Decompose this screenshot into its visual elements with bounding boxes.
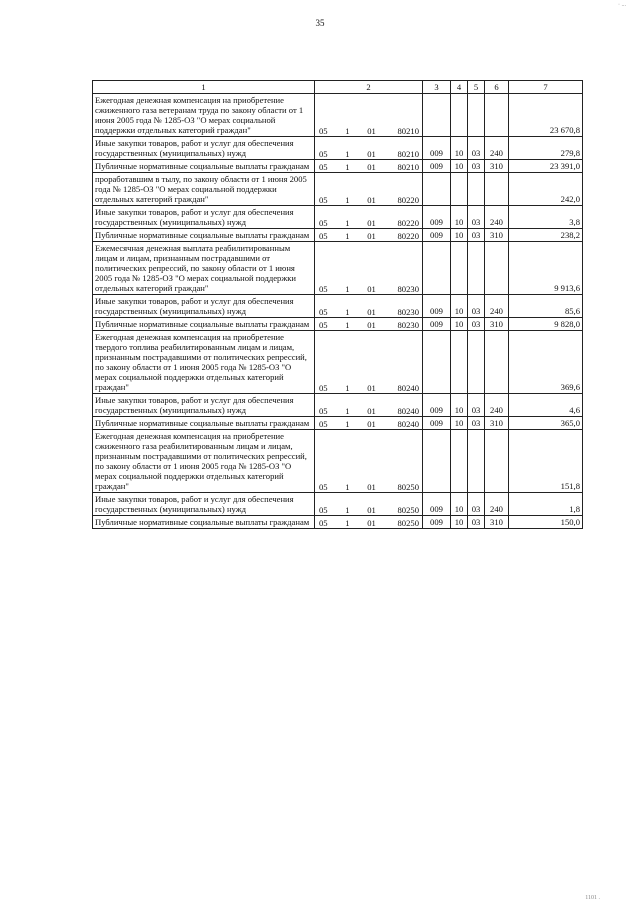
header-col-6: 6 (485, 81, 509, 94)
target-code-group (315, 419, 422, 429)
target-code-part: 01 (367, 383, 376, 393)
section-code-cell: 10 (451, 229, 468, 242)
target-code-part: 05 (319, 162, 328, 172)
expense-type-cell: 240 (485, 137, 509, 160)
subsection-code-cell: 03 (468, 137, 485, 160)
expense-type-cell (485, 242, 509, 295)
section-code-cell: 10 (451, 137, 468, 160)
header-col-2: 2 (315, 81, 423, 94)
table-row (93, 331, 583, 394)
target-code-group (315, 126, 422, 136)
subsection-code-cell: 03 (468, 295, 485, 318)
amount-cell: 365,0 (509, 417, 583, 430)
target-code-part: 05 (319, 126, 328, 136)
table-row (93, 394, 583, 417)
table-row (93, 206, 583, 229)
section-code-cell: 10 (451, 516, 468, 529)
row-name-cell: Публичные нормативные социальные выплаты гражданам (93, 417, 315, 430)
target-code-part: 01 (367, 149, 376, 159)
target-code-part: 80240 (397, 419, 419, 429)
corner-mark-top: · ... (618, 2, 626, 8)
subsection-code-cell: 03 (468, 493, 485, 516)
target-code-group (315, 284, 422, 294)
department-code-cell (423, 242, 451, 295)
row-name-cell: Иные закупки товаров, работ и услуг для обеспечения государственных (муниципальных) нужд (93, 394, 315, 417)
table-row (93, 516, 583, 529)
target-code-part: 01 (367, 406, 376, 416)
target-code-part: 05 (319, 518, 328, 528)
expense-type-cell: 310 (485, 516, 509, 529)
expense-type-cell (485, 173, 509, 206)
section-code-cell (451, 331, 468, 394)
target-code-cell (315, 295, 423, 318)
table-row (93, 229, 583, 242)
department-code-cell: 009 (423, 137, 451, 160)
target-code-part: 80220 (397, 231, 419, 241)
header-col-4: 4 (451, 81, 468, 94)
row-name-cell: Публичные нормативные социальные выплаты гражданам (93, 516, 315, 529)
header-col-5: 5 (468, 81, 485, 94)
target-code-group (315, 383, 422, 393)
row-name-cell: Иные закупки товаров, работ и услуг для обеспечения государственных (муниципальных) нужд (93, 493, 315, 516)
table-header-row (93, 81, 583, 94)
department-code-cell (423, 430, 451, 493)
target-code-part: 01 (367, 162, 376, 172)
target-code-cell (315, 417, 423, 430)
target-code-cell (315, 242, 423, 295)
target-code-part: 1 (345, 126, 350, 136)
table-row (93, 137, 583, 160)
target-code-cell (315, 318, 423, 331)
target-code-part: 1 (345, 284, 350, 294)
table-row (93, 94, 583, 137)
target-code-part: 05 (319, 149, 328, 159)
section-code-cell (451, 430, 468, 493)
target-code-part: 80240 (397, 383, 419, 393)
target-code-part: 01 (367, 218, 376, 228)
target-code-part: 80210 (397, 126, 419, 136)
target-code-group (315, 195, 422, 205)
target-code-part: 05 (319, 406, 328, 416)
target-code-cell (315, 493, 423, 516)
target-code-part: 1 (345, 320, 350, 330)
target-code-part: 80230 (397, 307, 419, 317)
target-code-cell (315, 394, 423, 417)
row-name-cell: Ежемесячная денежная выплата реабилитированным лицам и лицам, признанным пострадавшими от политических репрессий, по закону области от 1 июня 2005 года № 1285-ОЗ "О мерах социальной поддержки отдельных категорий граждан" (93, 242, 315, 295)
target-code-cell (315, 173, 423, 206)
target-code-part: 1 (345, 482, 350, 492)
target-code-cell (315, 516, 423, 529)
section-code-cell: 10 (451, 394, 468, 417)
subsection-code-cell: 03 (468, 160, 485, 173)
target-code-part: 1 (345, 518, 350, 528)
section-code-cell: 10 (451, 318, 468, 331)
department-code-cell: 009 (423, 295, 451, 318)
header-col-3: 3 (423, 81, 451, 94)
section-code-cell: 10 (451, 206, 468, 229)
target-code-cell (315, 206, 423, 229)
department-code-cell: 009 (423, 493, 451, 516)
header-col-7: 7 (509, 81, 583, 94)
amount-cell: 85,6 (509, 295, 583, 318)
target-code-part: 80220 (397, 218, 419, 228)
table-row (93, 242, 583, 295)
expense-type-cell: 310 (485, 229, 509, 242)
target-code-part: 80250 (397, 482, 419, 492)
amount-cell: 369,6 (509, 331, 583, 394)
table-row (93, 318, 583, 331)
section-code-cell: 10 (451, 417, 468, 430)
department-code-cell (423, 331, 451, 394)
target-code-part: 80220 (397, 195, 419, 205)
department-code-cell: 009 (423, 229, 451, 242)
row-name-cell: Ежегодная денежная компенсация на приобретение сжиженного газа реабилитированным лицам и лицам, признанным пострадавшими от политических репрессий, по закону области от 1 июня 2005 года № 1285-ОЗ "О мерах социальной поддержки отдельных категорий граждан" (93, 430, 315, 493)
target-code-part: 05 (319, 307, 328, 317)
target-code-part: 01 (367, 518, 376, 528)
row-name-cell: Публичные нормативные социальные выплаты гражданам (93, 160, 315, 173)
budget-table (92, 80, 583, 529)
target-code-part: 01 (367, 126, 376, 136)
amount-cell: 279,8 (509, 137, 583, 160)
target-code-group (315, 406, 422, 416)
amount-cell: 9 913,6 (509, 242, 583, 295)
target-code-part: 05 (319, 284, 328, 294)
target-code-part: 1 (345, 162, 350, 172)
target-code-cell (315, 229, 423, 242)
subsection-code-cell (468, 94, 485, 137)
expense-type-cell (485, 94, 509, 137)
target-code-part: 80230 (397, 284, 419, 294)
subsection-code-cell (468, 242, 485, 295)
target-code-group (315, 149, 422, 159)
target-code-cell (315, 331, 423, 394)
target-code-group (315, 505, 422, 515)
subsection-code-cell: 03 (468, 229, 485, 242)
subsection-code-cell (468, 430, 485, 493)
table-row (93, 430, 583, 493)
target-code-part: 01 (367, 320, 376, 330)
target-code-part: 01 (367, 482, 376, 492)
target-code-part: 1 (345, 231, 350, 241)
amount-cell: 23 391,0 (509, 160, 583, 173)
amount-cell: 9 828,0 (509, 318, 583, 331)
row-name-cell: Публичные нормативные социальные выплаты гражданам (93, 318, 315, 331)
row-name-cell: Ежегодная денежная компенсация на приобретение твердого топлива реабилитированным лицам и лицам, признанным пострадавшими от политических репрессий, по закону области от 1 июня 2005 года № 1285-ОЗ "О мерах социальной поддержки отдельных категорий граждан" (93, 331, 315, 394)
subsection-code-cell: 03 (468, 516, 485, 529)
expense-type-cell: 310 (485, 417, 509, 430)
department-code-cell (423, 173, 451, 206)
table-row (93, 173, 583, 206)
section-code-cell: 10 (451, 160, 468, 173)
row-name-cell: Иные закупки товаров, работ и услуг для обеспечения государственных (муниципальных) нужд (93, 206, 315, 229)
target-code-part: 05 (319, 231, 328, 241)
expense-type-cell: 310 (485, 318, 509, 331)
target-code-group (315, 162, 422, 172)
department-code-cell: 009 (423, 394, 451, 417)
target-code-part: 05 (319, 505, 328, 515)
target-code-part: 01 (367, 284, 376, 294)
target-code-part: 05 (319, 482, 328, 492)
target-code-part: 01 (367, 307, 376, 317)
target-code-part: 1 (345, 505, 350, 515)
department-code-cell (423, 94, 451, 137)
target-code-cell (315, 160, 423, 173)
target-code-part: 1 (345, 406, 350, 416)
target-code-part: 05 (319, 383, 328, 393)
target-code-part: 1 (345, 218, 350, 228)
target-code-group (315, 218, 422, 228)
table-row (93, 493, 583, 516)
target-code-part: 80230 (397, 320, 419, 330)
table-row (93, 295, 583, 318)
subsection-code-cell: 03 (468, 318, 485, 331)
subsection-code-cell (468, 331, 485, 394)
expense-type-cell: 240 (485, 295, 509, 318)
department-code-cell: 009 (423, 160, 451, 173)
row-name-cell: Ежегодная денежная компенсация на приобретение сжиженного газа ветеранам труда по закону области от 1 июня 2005 года № 1285-ОЗ "О мерах социальной поддержки отдельных категорий граждан" (93, 94, 315, 137)
table-body (93, 94, 583, 529)
target-code-part: 05 (319, 195, 328, 205)
department-code-cell: 009 (423, 417, 451, 430)
department-code-cell: 009 (423, 318, 451, 331)
target-code-part: 80210 (397, 149, 419, 159)
department-code-cell: 009 (423, 516, 451, 529)
row-name-cell: проработавшим в тылу, по закону области от 1 июня 2005 года № 1285-ОЗ "О мерах социальной поддержки отдельных категорий граждан" (93, 173, 315, 206)
table-row (93, 417, 583, 430)
target-code-part: 01 (367, 419, 376, 429)
row-name-cell: Публичные нормативные социальные выплаты гражданам (93, 229, 315, 242)
budget-table-wrap (92, 80, 582, 529)
target-code-part: 1 (345, 383, 350, 393)
target-code-part: 01 (367, 231, 376, 241)
expense-type-cell (485, 331, 509, 394)
target-code-part: 80250 (397, 505, 419, 515)
target-code-cell (315, 430, 423, 493)
target-code-part: 80240 (397, 406, 419, 416)
header-col-1: 1 (93, 81, 315, 94)
amount-cell: 238,2 (509, 229, 583, 242)
page-number: 35 (315, 18, 325, 28)
target-code-group (315, 482, 422, 492)
target-code-part: 05 (319, 218, 328, 228)
target-code-part: 80210 (397, 162, 419, 172)
amount-cell: 4,6 (509, 394, 583, 417)
amount-cell: 242,0 (509, 173, 583, 206)
target-code-group (315, 320, 422, 330)
row-name-cell: Иные закупки товаров, работ и услуг для обеспечения государственных (муниципальных) нужд (93, 137, 315, 160)
target-code-cell (315, 137, 423, 160)
target-code-part: 1 (345, 307, 350, 317)
section-code-cell: 10 (451, 493, 468, 516)
amount-cell: 151,8 (509, 430, 583, 493)
target-code-part: 80250 (397, 518, 419, 528)
corner-mark-bottom: 1101 . (585, 895, 600, 901)
department-code-cell: 009 (423, 206, 451, 229)
section-code-cell (451, 242, 468, 295)
table-row (93, 160, 583, 173)
target-code-group (315, 518, 422, 528)
subsection-code-cell: 03 (468, 417, 485, 430)
target-code-part: 1 (345, 419, 350, 429)
expense-type-cell: 310 (485, 160, 509, 173)
target-code-part: 1 (345, 149, 350, 159)
amount-cell: 3,8 (509, 206, 583, 229)
expense-type-cell: 240 (485, 206, 509, 229)
target-code-part: 05 (319, 419, 328, 429)
expense-type-cell: 240 (485, 394, 509, 417)
section-code-cell (451, 173, 468, 206)
subsection-code-cell (468, 173, 485, 206)
expense-type-cell: 240 (485, 493, 509, 516)
expense-type-cell (485, 430, 509, 493)
target-code-group (315, 231, 422, 241)
row-name-cell: Иные закупки товаров, работ и услуг для обеспечения государственных (муниципальных) нужд (93, 295, 315, 318)
amount-cell: 23 670,8 (509, 94, 583, 137)
target-code-cell (315, 94, 423, 137)
amount-cell: 150,0 (509, 516, 583, 529)
section-code-cell (451, 94, 468, 137)
target-code-part: 1 (345, 195, 350, 205)
target-code-group (315, 307, 422, 317)
section-code-cell: 10 (451, 295, 468, 318)
amount-cell: 1,8 (509, 493, 583, 516)
subsection-code-cell: 03 (468, 394, 485, 417)
target-code-part: 05 (319, 320, 328, 330)
target-code-part: 01 (367, 195, 376, 205)
target-code-part: 01 (367, 505, 376, 515)
subsection-code-cell: 03 (468, 206, 485, 229)
